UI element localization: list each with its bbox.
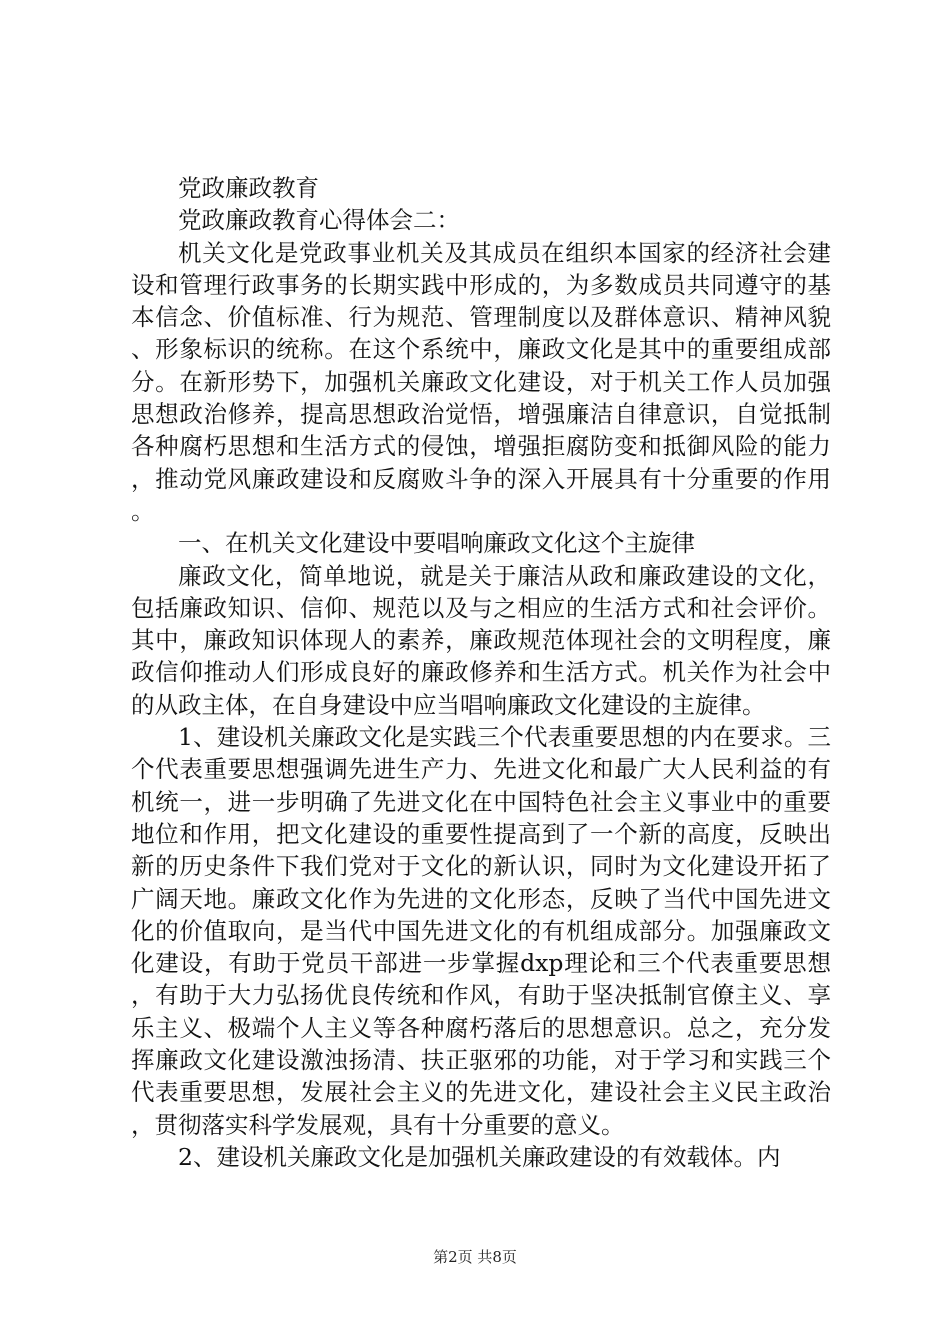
document-body — [131, 172, 831, 1173]
page-number-footer: 第2页 共8页 — [433, 1248, 517, 1266]
paragraph-intro: 机关文化是党政事业机关及其成员在组织本国家的经济社会建设和管理行政事务的长期实践中形成的，为多数成员共同遵守的基本信念、价值标准、行为规范、管理制度以及群体意识、精神风貌、形象标识的统称。在这个系统中，廉政文化是其中的重要组成部分。在新形势下，加强机关廉政文化建设，对于机关工作人员加强思想政治修养，提高思想政治觉悟，增强廉洁自律意识，自觉抵制各种腐朽思想和生活方式的侵蚀，增强拒腐防变和抵御风险的能力，推动党风廉政建设和反腐败斗争的深入开展具有十分重要的作用。 — [131, 238, 831, 525]
document-subtitle: 党政廉政教育心得体会二： — [178, 206, 460, 235]
paragraph-point-1: 1、建设机关廉政文化是实践三个代表重要思想的内在要求。三个代表重要思想强调先进生产力、先进文化和最广大人民利益的有机统一，进一步明确了先进文化在中国特色社会主义事业中的重要地位和作用，把文化建设的重要性提高到了一个新的高度，反映出新的历史条件下我们党对于文化的新认识，同时为文化建设开拓了广阔天地。廉政文化作为先进的文化形态，反映了当代中国先进文化的价值取向，是当代中国先进文化的有机组成部分。加强廉政文化建设，有助于党员干部进一步掌握dxp理论和三个代表重要思想，有助于大力弘扬优良传统和作风，有助于坚决抵制官僚主义、享乐主义、极端个人主义等各种腐朽落后的思想意识。总之，充分发挥廉政文化建设激浊扬清、扶正驱邪的功能，对于学习和实践三个代表重要思想，发展社会主义的先进文化，建设社会主义民主政治，贯彻落实科学发展观，具有十分重要的意义。 — [131, 723, 831, 1139]
section-heading-1: 一、在机关文化建设中要唱响廉政文化这个主旋律 — [178, 529, 695, 558]
document-title: 党政廉政教育 — [178, 174, 319, 202]
paragraph-point-2: 2、建设机关廉政文化是加强机关廉政建设的有效载体。内 — [178, 1142, 781, 1171]
paragraph-lianzheng-culture: 廉政文化，简单地说，就是关于廉洁从政和廉政建设的文化，包括廉政知识、信仰、规范以及与之相应的生活方式和社会评价。其中，廉政知识体现人的素养，廉政规范体现社会的文明程度，廉政信仰推动人们形成良好的廉政修养和生活方式。机关作为社会中的从政主体，在自身建设中应当唱响廉政文化建设的主旋律。 — [131, 561, 831, 719]
